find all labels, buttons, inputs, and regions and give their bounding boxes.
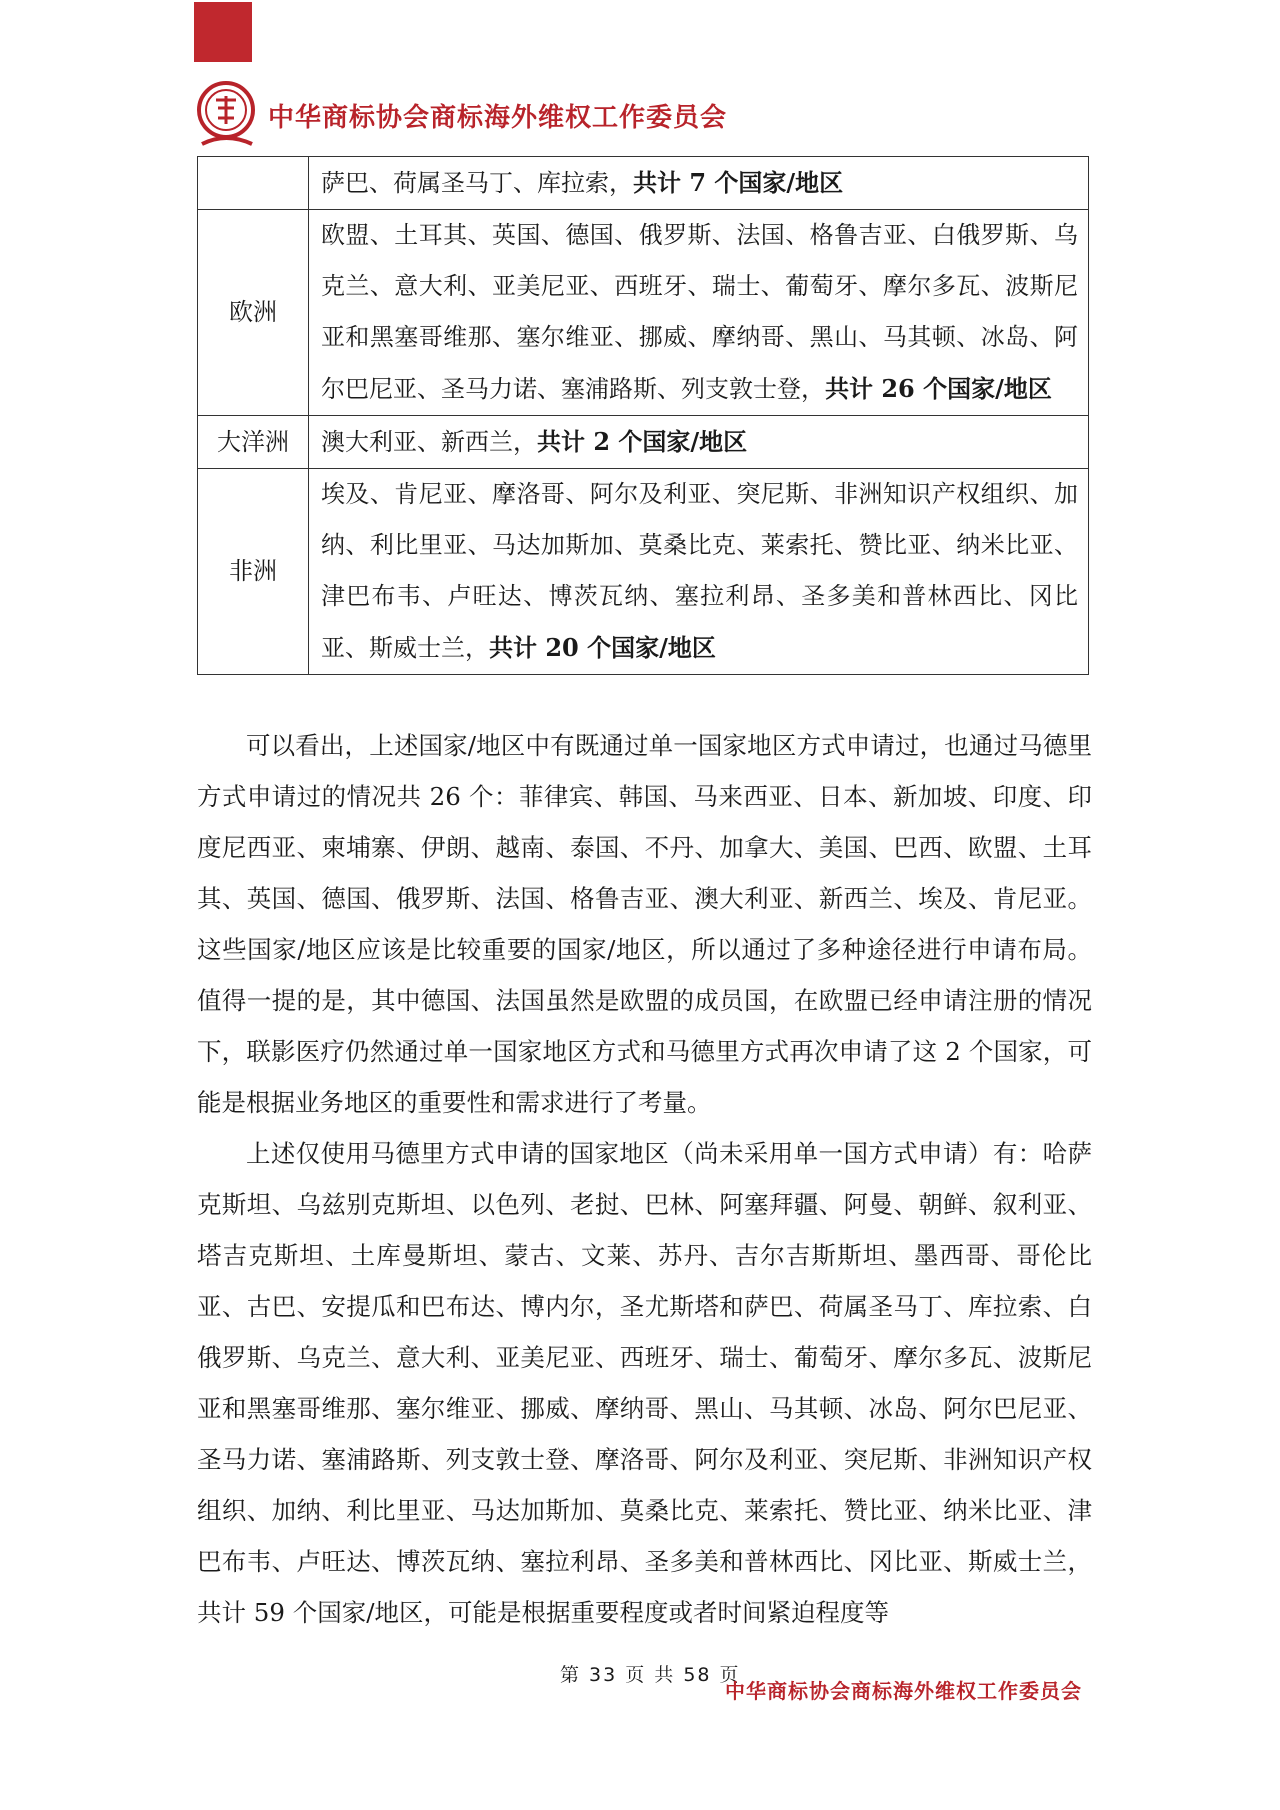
region-cell <box>198 157 309 210</box>
table-row <box>198 469 1089 675</box>
table-row <box>198 157 1089 210</box>
country-table <box>197 156 1089 675</box>
countries-total: 共计 2 个国家/地区 <box>537 427 748 456</box>
countries-cell <box>309 210 1089 416</box>
page-number: 第 33 页 共 58 页 <box>560 1664 741 1686</box>
countries-text: 澳大利亚、新西兰， <box>321 428 537 456</box>
countries-total: 共计 26 个国家/地区 <box>825 374 1052 403</box>
countries-cell <box>309 469 1089 675</box>
region-cell: 欧洲 <box>198 210 309 416</box>
region-cell: 非洲 <box>198 469 309 675</box>
seal-logo-icon <box>194 78 258 152</box>
countries-total: 共计 7 个国家/地区 <box>633 168 844 197</box>
header-red-block <box>194 2 252 62</box>
countries-text: 欧盟、土耳其、英国、德国、俄罗斯、法国、格鲁吉亚、白俄罗斯、乌克兰、意大利、亚美尼亚、西班牙、瑞士、葡萄牙、摩尔多瓦、波斯尼亚和黑塞哥维那、塞尔维亚、挪威、摩纳哥、黑山、马其顿、冰岛、阿尔巴尼亚、圣马力诺、塞浦路斯、列支敦士登， <box>321 221 1078 403</box>
countries-cell <box>309 416 1089 469</box>
countries-text: 埃及、肯尼亚、摩洛哥、阿尔及利亚、突尼斯、非洲知识产权组织、加纳、利比里亚、马达加斯加、莫桑比克、莱索托、赞比亚、纳米比亚、津巴布韦、卢旺达、博茨瓦纳、塞拉利昂、圣多美和普林西比、冈比亚、斯威士兰， <box>321 480 1078 662</box>
header-org-name: 中华商标协会商标海外维权工作委员会 <box>268 102 728 133</box>
body-paragraph: 可以看出，上述国家/地区中有既通过单一国家地区方式申请过，也通过马德里方式申请过的情况共 26 个：菲律宾、韩国、马来西亚、日本、新加坡、印度、印度尼西亚、柬埔寨、伊朗、越南、泰国、不丹、加拿大、美国、巴西、欧盟、土耳其、英国、德国、俄罗斯、法国、格鲁吉亚、澳大利亚、新西兰、埃及、肯尼亚。这些国家/地区应该是比较重要的国家/地区，所以通过了多种途径进行申请布局。值得一提的是，其中德国、法国虽然是欧盟的成员国，在欧盟已经申请注册的情况下，联影医疗仍然通过单一国家地区方式和马德里方式再次申请了这 2 个国家，可能是根据业务地区的重要性和需求进行了考量。 <box>197 731 1092 1117</box>
region-cell: 大洋洲 <box>198 416 309 469</box>
body-text <box>197 720 1092 1638</box>
countries-total: 共计 20 个国家/地区 <box>489 633 716 662</box>
header-logo-row <box>194 78 1094 152</box>
table-row <box>198 210 1089 416</box>
footer-org-name: 中华商标协会商标海外维权工作委员会 <box>725 1679 1082 1703</box>
countries-text: 萨巴、荷属圣马丁、库拉索， <box>321 169 633 197</box>
table-row <box>198 416 1089 469</box>
countries-cell <box>309 157 1089 210</box>
body-paragraph: 上述仅使用马德里方式申请的国家地区（尚未采用单一国方式申请）有：哈萨克斯坦、乌兹别克斯坦、以色列、老挝、巴林、阿塞拜疆、阿曼、朝鲜、叙利亚、塔吉克斯坦、土库曼斯坦、蒙古、文莱、苏丹、吉尔吉斯斯坦、墨西哥、哥伦比亚、古巴、安提瓜和巴布达、博内尔，圣尤斯塔和萨巴、荷属圣马丁、库拉索、白俄罗斯、乌克兰、意大利、亚美尼亚、西班牙、瑞士、葡萄牙、摩尔多瓦、波斯尼亚和黑塞哥维那、塞尔维亚、挪威、摩纳哥、黑山、马其顿、冰岛、阿尔巴尼亚、圣马力诺、塞浦路斯、列支敦士登、摩洛哥、阿尔及利亚、突尼斯、非洲知识产权组织、加纳、利比里亚、马达加斯加、莫桑比克、莱索托、赞比亚、纳米比亚、津巴布韦、卢旺达、博茨瓦纳、塞拉利昂、圣多美和普林西比、冈比亚、斯威士兰，共计 59 个国家/地区，可能是根据重要程度或者时间紧迫程度等 <box>197 1139 1092 1627</box>
